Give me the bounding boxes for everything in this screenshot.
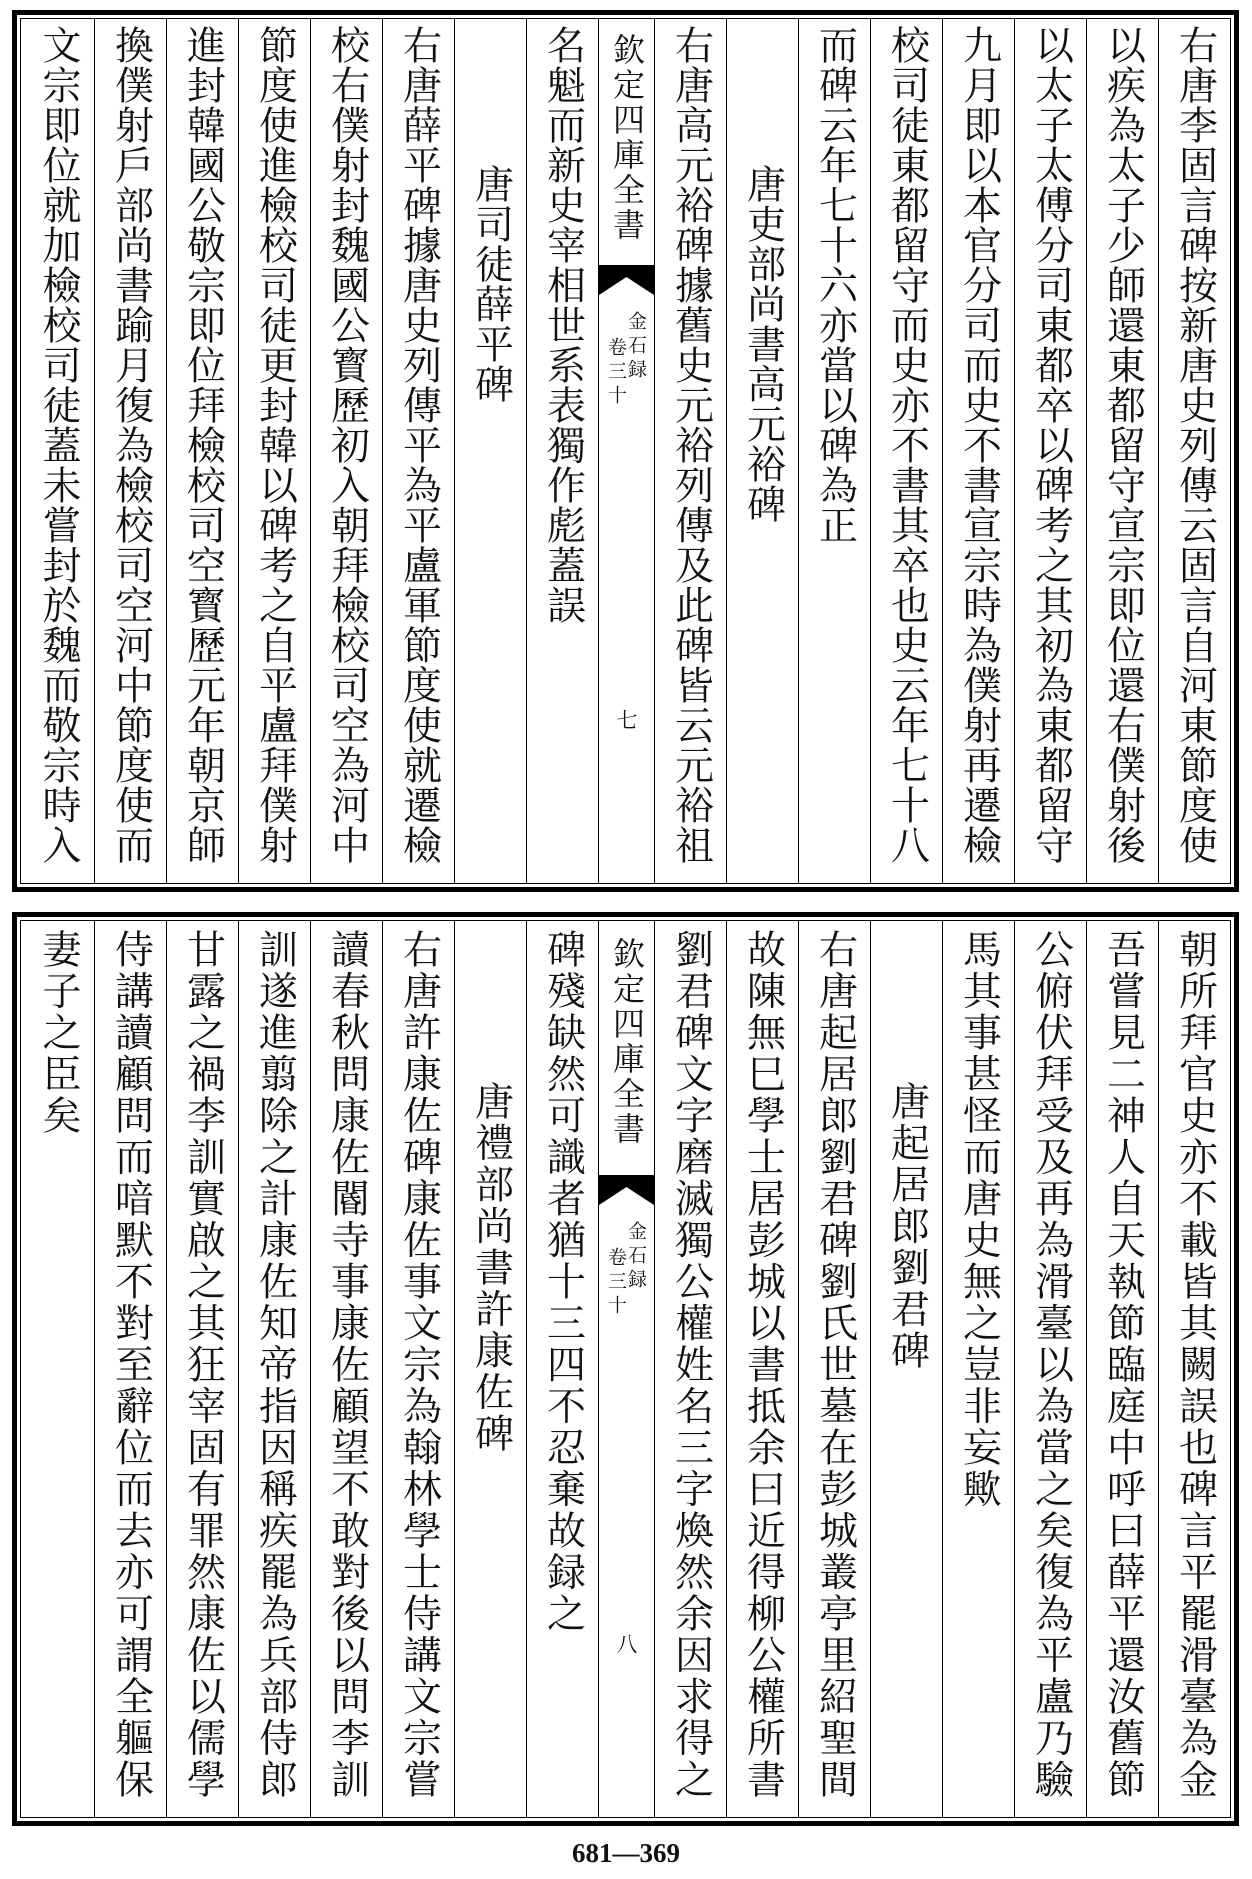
book-title: 金石録 [625, 1221, 647, 1293]
text-column [22, 19, 94, 883]
column-text: 右唐起居郎劉君碑劉氏世墓在彭城叢亭里紹聖間 [812, 929, 858, 1801]
page-frame-top [12, 10, 1239, 892]
page-frame-bottom [12, 912, 1239, 1826]
text-column [94, 921, 166, 1817]
column-text: 朝所拜官史亦不載皆其闕誤也碑言平罷滑臺為金 [1172, 929, 1218, 1801]
page-center-column [598, 921, 654, 1817]
heading-text: 唐禮部尚書許康佐碑 [468, 1081, 514, 1455]
text-column [526, 19, 598, 883]
fishtail-mark [599, 1175, 654, 1207]
center-title: 欽定四庫全書 [608, 937, 646, 1147]
column-text: 而碑云年七十六亦當以碑為正 [812, 25, 858, 545]
section-heading [726, 19, 798, 883]
text-column [238, 921, 310, 1817]
text-column [1158, 19, 1230, 883]
text-column [942, 921, 1014, 1817]
heading-text: 唐吏部尚書高元裕碑 [740, 164, 786, 524]
column-text: 碑殘缺然可識者猶十三四不忍棄故録之 [540, 929, 586, 1635]
column-text: 進封韓國公敬宗即位拜檢校司空寳歷元年朝京師 [180, 25, 226, 865]
text-column [798, 19, 870, 883]
column-text: 右唐許康佐碑康佐事文宗為翰林學士侍講文宗嘗 [396, 929, 442, 1801]
page-number: 七 [614, 709, 638, 730]
section-heading [454, 921, 526, 1817]
column-text: 名魁而新史宰相世系表獨作彪蓋誤 [540, 25, 586, 625]
column-text: 公俯伏拜受及再為滑臺以為當之矣復為平盧乃驗 [1028, 929, 1074, 1801]
text-column [1158, 921, 1230, 1817]
column-text: 右唐高元裕碑據舊史元裕列傳及此碑皆云元裕祖 [668, 25, 714, 865]
column-text: 右唐薛平碑據唐史列傳平為平盧軍節度使就遷檢 [396, 25, 442, 865]
page-number: 八 [614, 1633, 638, 1654]
text-grid [20, 18, 1231, 884]
text-column [1014, 19, 1086, 883]
text-column [310, 19, 382, 883]
text-column [526, 921, 598, 1817]
text-column [22, 921, 94, 1817]
column-text: 侍講讀顧問而喑默不對至辭位而去亦可謂全軀保 [108, 929, 154, 1801]
section-heading [454, 19, 526, 883]
column-text: 換僕射戶部尚書踰月復為檢校司空河中節度使而 [108, 25, 154, 865]
text-column [310, 921, 382, 1817]
page-footer-number: 681—369 [572, 1838, 680, 1868]
text-column [166, 921, 238, 1817]
text-column [942, 19, 1014, 883]
column-text: 讀春秋問康佐閽寺事康佐顧望不敢對後以問李訓 [324, 929, 370, 1801]
column-text: 妻子之臣矣 [36, 929, 81, 1137]
center-title: 欽定四庫全書 [608, 33, 646, 243]
column-text: 文宗即位就加檢校司徒蓋未嘗封於魏而敬宗時入 [36, 25, 81, 865]
heading-text: 唐司徒薛平碑 [468, 164, 514, 404]
column-text: 九月即以本官分司而史不書宣宗時為僕射再遷檢 [956, 25, 1002, 865]
text-column [1086, 19, 1158, 883]
column-text: 馬其事甚怪而唐史無之豈非妄歟 [956, 929, 1002, 1510]
column-text: 校司徒東都留守而史亦不書其卒也史云年七十八 [884, 25, 930, 865]
text-column [726, 921, 798, 1817]
column-text: 劉君碑文字磨滅獨公權姓名三字煥然余因求得之 [668, 929, 714, 1801]
text-column [1014, 921, 1086, 1817]
column-text: 甘露之禍李訓實啟之其狂宰固有罪然康佐以儒學 [180, 929, 226, 1801]
column-text: 訓遂進翦除之計康佐知帝指因稱疾罷為兵部侍郎 [252, 929, 298, 1801]
column-text: 以太子太傅分司東都卒以碑考之其初為東都留守 [1028, 25, 1074, 865]
text-grid [20, 920, 1231, 1818]
volume-label: 卷三十 [605, 337, 627, 409]
page-center-column [598, 19, 654, 883]
text-column [166, 19, 238, 883]
section-heading [870, 921, 942, 1817]
column-text: 節度使進檢校司徒更封韓以碑考之自平盧拜僕射 [252, 25, 298, 865]
text-column [238, 19, 310, 883]
column-text: 以疾為太子少師還東都留守宣宗即位還右僕射後 [1100, 25, 1146, 865]
text-column [94, 19, 166, 883]
volume-label: 卷三十 [605, 1247, 627, 1319]
text-column [654, 19, 726, 883]
column-text: 故陳無巳學士居彭城以書抵余曰近得柳公權所書 [740, 929, 786, 1801]
heading-text: 唐起居郎劉君碑 [884, 1081, 930, 1372]
text-column [382, 921, 454, 1817]
book-title: 金石録 [625, 311, 647, 383]
text-column [870, 19, 942, 883]
column-text: 右唐李固言碑按新唐史列傳云固言自河東節度使 [1172, 25, 1218, 865]
text-column [1086, 921, 1158, 1817]
text-column [798, 921, 870, 1817]
text-column [654, 921, 726, 1817]
column-text: 校右僕射封魏國公寳歷初入朝拜檢校司空為河中 [324, 25, 370, 865]
text-column [382, 19, 454, 883]
column-text: 吾嘗見二神人自天執節臨庭中呼曰薛平還汝舊節 [1100, 929, 1146, 1801]
fishtail-mark [599, 265, 654, 297]
